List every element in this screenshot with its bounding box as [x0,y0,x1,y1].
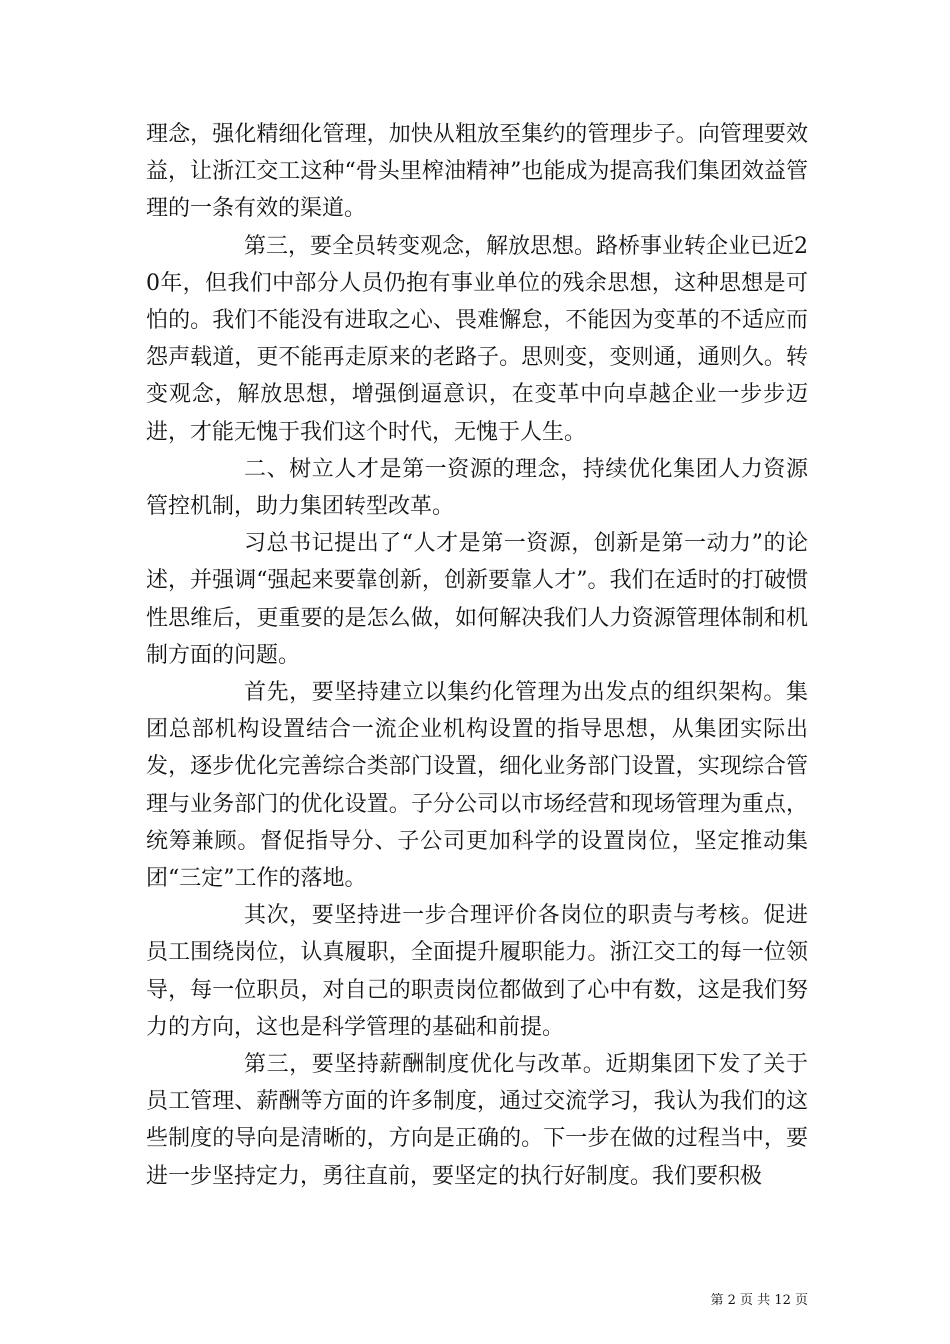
paragraph-salary-point: 第三，要坚持薪酬制度优化与改革。近期集团下发了关于员工管理、薪酬等方面的许多制度，通过交流学习，我认为我们的这些制度的导向是清晰的，方向是正确的。下一步在做的过程当中，要进一步坚持定力，勇往直前，要坚定的执行好制度。我们要积极 [146,1052,808,1189]
paragraph-first-point: 首先，要坚持建立以集约化管理为出发点的组织架构。集团总部机构设置结合一流企业机构设置的指导思想，从集团实际出发，逐步优化完善综合类部门设置，细化业务部门设置，实现综合管理与业务部门的优化设置。子分公司以市场经营和现场管理为重点，统筹兼顾。督促指导分、子公司更加科学的设置岗位，坚定推动集团“三定”工作的落地。 [146,680,808,892]
section-heading-two: 二、树立人才是第一资源的理念，持续优化集团人力资源管控机制，助力集团转型改革。 [146,456,808,520]
document-body [146,116,808,1195]
paragraph-third-point: 第三，要全员转变观念，解放思想。路桥事业转企业已近20年，但我们中部分人员仍抱有事业单位的残余思想，这种思想是可怕的。我们不能没有进取之心、畏难懈怠，不能因为变革的不适应而怨声载道，更不能再走原来的老路子。思则变，变则通，通则久。转变观念，解放思想，增强倒逼意识，在变革中向卓越企业一步步迈进，才能无愧于我们这个时代，无愧于人生。 [146,233,808,445]
page-number-footer: 第 2 页 共 12 页 [710,1293,808,1308]
paragraph-continuation: 理念，强化精细化管理，加快从粗放至集约的管理步子。向管理要效益，让浙江交工这种“骨头里榨油精神”也能成为提高我们集团效益管理的一条有效的渠道。 [146,122,808,222]
paragraph-talent-quote: 习总书记提出了“人才是第一资源，创新是第一动力”的论述，并强调“强起来要靠创新，创新要靠人才”。我们在适时的打破惯性思维后，更重要的是怎么做，如何解决我们人力资源管理体制和机制方面的问题。 [146,531,808,668]
paragraph-second-point: 其次，要坚持进一步合理评价各岗位的职责与考核。促进员工围绕岗位，认真履职，全面提升履职能力。浙江交工的每一位领导，每一位职员，对自己的职责岗位都做到了心中有数，这是我们努力的方向，这也是科学管理的基础和前提。 [146,903,808,1040]
